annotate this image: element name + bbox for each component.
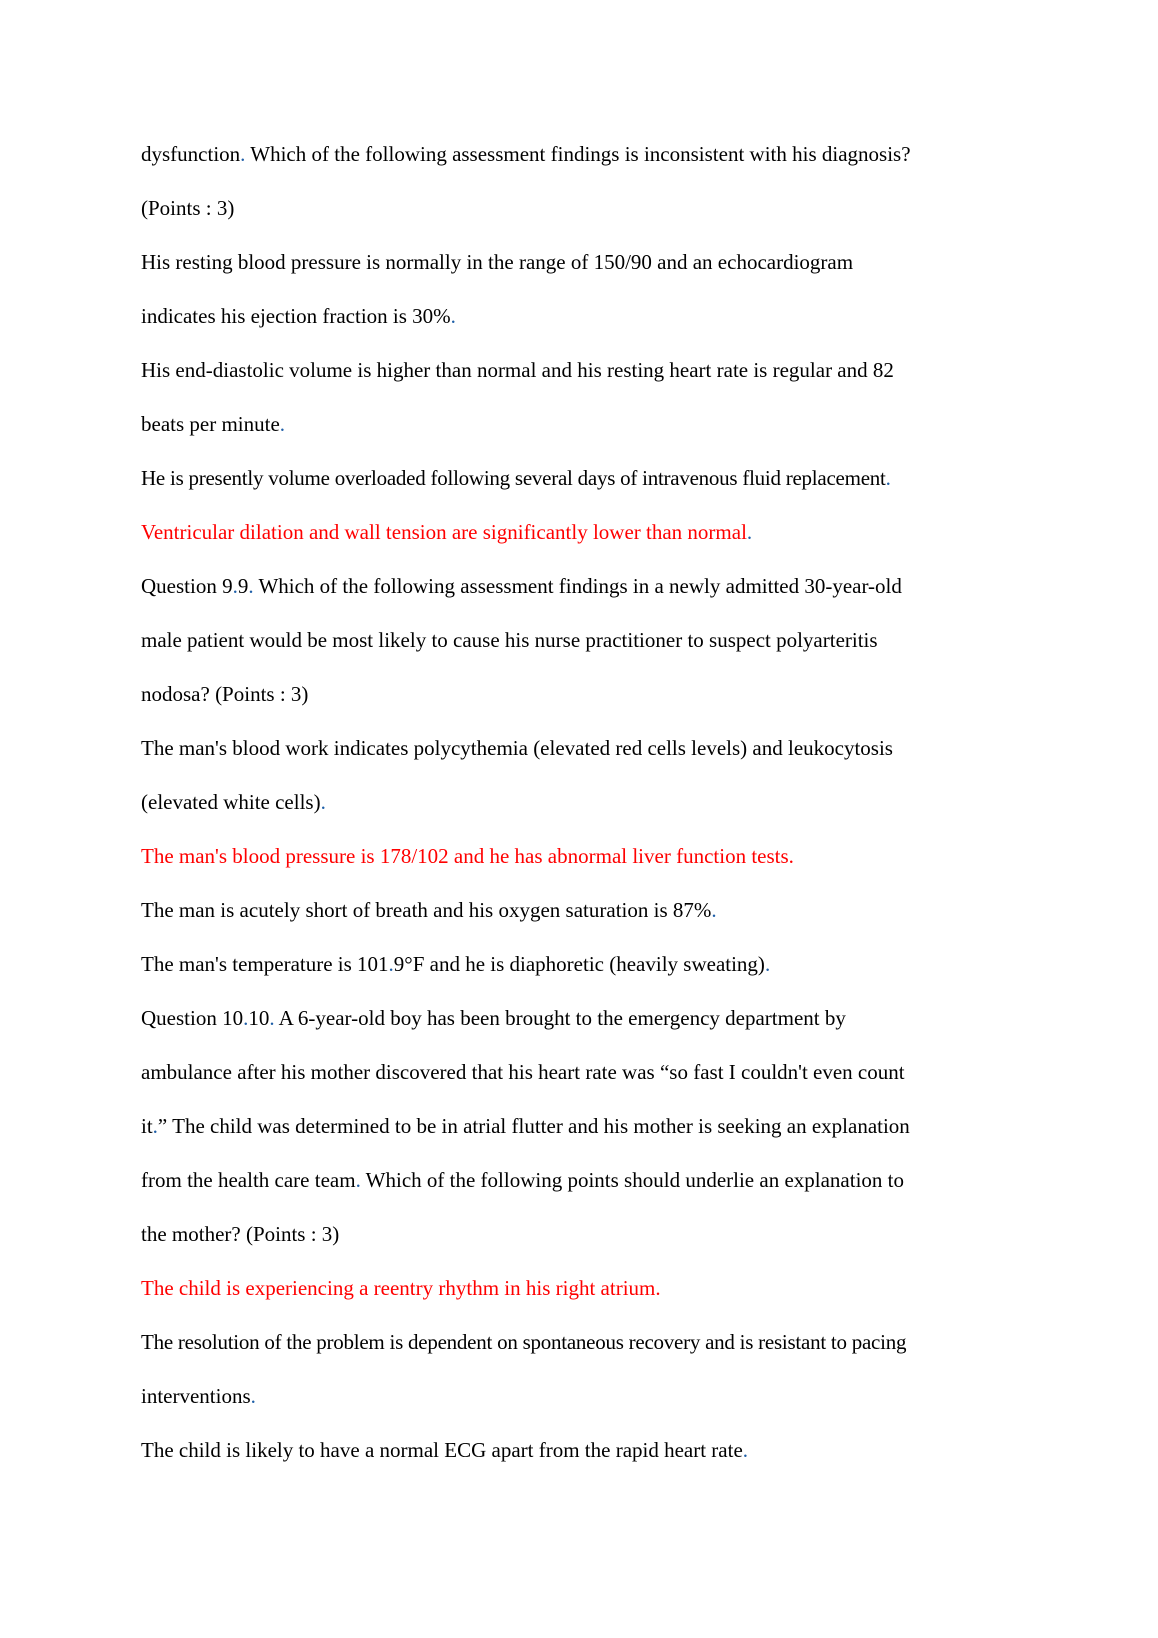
- q9-option-4: The man's temperature is 101.9°F and he is diaphoretic (heavily sweating).: [141, 952, 771, 976]
- q9-stem-line-2: male patient would be most likely to cause his nurse practitioner to suspect polyarteritis: [141, 628, 878, 652]
- q10-stem-line-2: ambulance after his mother discovered that his heart rate was “so fast I couldn't even count: [141, 1060, 905, 1084]
- q9-stem-line-3: nodosa? (Points : 3): [141, 682, 309, 706]
- q10-option-1-answer: The child is experiencing a reentry rhythm in his right atrium.: [141, 1276, 661, 1300]
- q10-stem-line-3: it.” The child was determined to be in atrial flutter and his mother is seeking an explanation: [141, 1114, 910, 1138]
- q9-option-1-line-1: The man's blood work indicates polycythemia (elevated red cells levels) and leukocytosis: [141, 736, 893, 760]
- q8-option-1-line-1: His resting blood pressure is normally in the range of 150/90 and an echocardiogram: [141, 250, 854, 274]
- q10-stem-line-5: the mother? (Points : 3): [141, 1222, 340, 1246]
- q8-stem-line-1: dysfunction. Which of the following assessment findings is inconsistent with his diagnosis?: [141, 142, 911, 166]
- q8-option-1-line-2: indicates his ejection fraction is 30%.: [141, 304, 456, 328]
- q10-option-3: The child is likely to have a normal ECG apart from the rapid heart rate.: [141, 1438, 749, 1462]
- q9-option-3: The man is acutely short of breath and his oxygen saturation is 87%.: [141, 898, 717, 922]
- q8-points: (Points : 3): [141, 196, 235, 220]
- q10-option-2-line-1: The resolution of the problem is dependent on spontaneous recovery and is resistant to pacing: [141, 1330, 907, 1354]
- q10-stem-line-1: Question 10.10. A 6-year-old boy has been brought to the emergency department by: [141, 1006, 846, 1030]
- q8-option-4-answer: Ventricular dilation and wall tension are significantly lower than normal.: [141, 520, 753, 544]
- q9-option-1-line-2: (elevated white cells).: [141, 790, 326, 814]
- q9-option-2-answer: The man's blood pressure is 178/102 and he has abnormal liver function tests.: [141, 844, 794, 868]
- q10-option-2-line-2: interventions.: [141, 1384, 256, 1408]
- q8-option-3: He is presently volume overloaded following several days of intravenous fluid replacement.: [141, 466, 891, 490]
- period-mark: .: [240, 142, 246, 166]
- q8-option-2-line-1: His end-diastolic volume is higher than normal and his resting heart rate is regular and 82: [141, 358, 894, 382]
- q8-option-2-line-2: beats per minute.: [141, 412, 286, 436]
- q9-stem-line-1: Question 9.9. Which of the following assessment findings in a newly admitted 30-year-old: [141, 574, 902, 598]
- q10-stem-line-4: from the health care team. Which of the following points should underlie an explanation to: [141, 1168, 904, 1192]
